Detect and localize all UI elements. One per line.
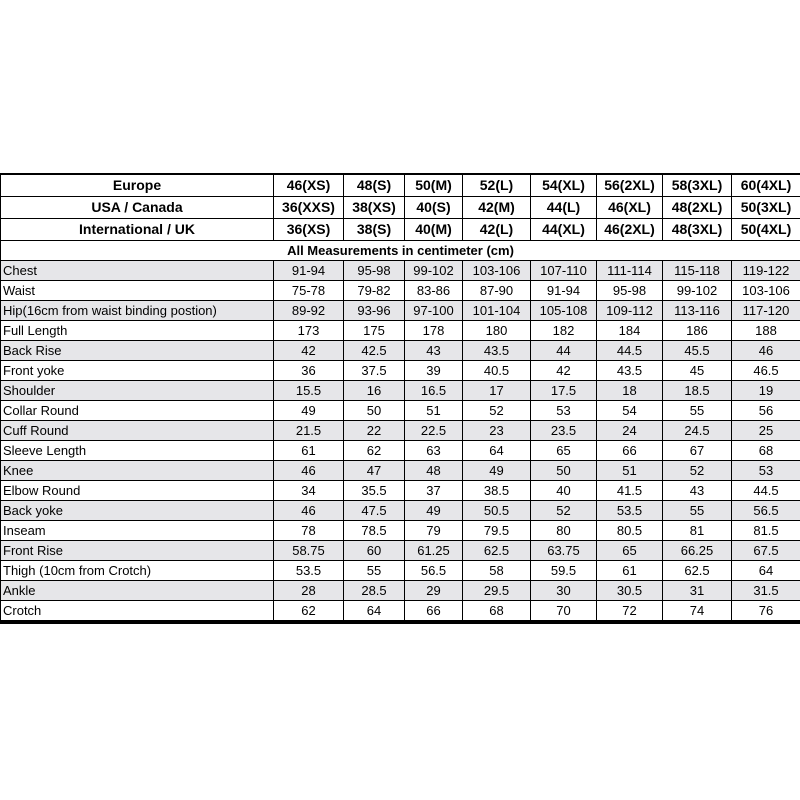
size-cell: 40(S) (405, 197, 463, 219)
measurement-label: Chest (1, 261, 274, 281)
measurement-value: 46 (274, 501, 344, 521)
measurement-value: 180 (463, 321, 531, 341)
size-system-label: International / UK (1, 219, 274, 241)
measurement-value: 107-110 (531, 261, 597, 281)
measurement-value: 60 (344, 541, 405, 561)
measurement-value: 49 (463, 461, 531, 481)
size-system-label: USA / Canada (1, 197, 274, 219)
size-cell: 56(2XL) (597, 174, 663, 197)
size-cell: 36(XS) (274, 219, 344, 241)
measurement-value: 111-114 (597, 261, 663, 281)
measurement-value: 56 (732, 401, 800, 421)
measurement-value: 17 (463, 381, 531, 401)
measurement-value: 105-108 (531, 301, 597, 321)
size-cell: 50(M) (405, 174, 463, 197)
size-cell: 42(M) (463, 197, 531, 219)
measurement-value: 43 (405, 341, 463, 361)
measurement-value: 31.5 (732, 581, 800, 601)
measurement-value: 89-92 (274, 301, 344, 321)
measurement-value: 66 (405, 601, 463, 623)
measurement-value: 63 (405, 441, 463, 461)
measurement-value: 178 (405, 321, 463, 341)
measurement-value: 15.5 (274, 381, 344, 401)
size-cell: 58(3XL) (663, 174, 732, 197)
measurement-label: Waist (1, 281, 274, 301)
size-system-row (1, 219, 800, 241)
size-cell: 50(3XL) (732, 197, 800, 219)
measurement-value: 30.5 (597, 581, 663, 601)
measurement-value: 62 (344, 441, 405, 461)
size-cell: 52(L) (463, 174, 531, 197)
measurement-label: Cuff Round (1, 421, 274, 441)
measurement-value: 45 (663, 361, 732, 381)
measurement-row (1, 421, 800, 441)
measurement-value: 50 (344, 401, 405, 421)
measurement-value: 119-122 (732, 261, 800, 281)
measurement-value: 79.5 (463, 521, 531, 541)
measurement-value: 50 (531, 461, 597, 481)
measurement-value: 117-120 (732, 301, 800, 321)
measurement-value: 62.5 (463, 541, 531, 561)
measurement-row (1, 301, 800, 321)
measurement-value: 99-102 (663, 281, 732, 301)
measurement-value: 53.5 (274, 561, 344, 581)
measurement-value: 45.5 (663, 341, 732, 361)
measurement-value: 43 (663, 481, 732, 501)
measurement-value: 182 (531, 321, 597, 341)
measurement-value: 103-106 (463, 261, 531, 281)
measurement-value: 62 (274, 601, 344, 623)
measurement-row (1, 321, 800, 341)
measurement-value: 81 (663, 521, 732, 541)
measurement-label: Back yoke (1, 501, 274, 521)
measurement-row (1, 361, 800, 381)
measurement-row (1, 461, 800, 481)
size-cell: 44(XL) (531, 219, 597, 241)
measurement-value: 44.5 (732, 481, 800, 501)
measurement-value: 103-106 (732, 281, 800, 301)
units-note: All Measurements in centimeter (cm) (1, 241, 800, 261)
measurement-value: 52 (663, 461, 732, 481)
measurement-value: 34 (274, 481, 344, 501)
measurement-row (1, 261, 800, 281)
size-chart-table (0, 173, 800, 624)
measurement-value: 64 (463, 441, 531, 461)
measurement-value: 61 (274, 441, 344, 461)
measurement-value: 23.5 (531, 421, 597, 441)
size-chart-body (1, 174, 800, 622)
measurement-value: 62.5 (663, 561, 732, 581)
measurement-label: Shoulder (1, 381, 274, 401)
size-cell: 42(L) (463, 219, 531, 241)
measurement-value: 49 (274, 401, 344, 421)
measurement-value: 37 (405, 481, 463, 501)
measurement-value: 68 (463, 601, 531, 623)
measurement-value: 55 (663, 401, 732, 421)
measurement-value: 37.5 (344, 361, 405, 381)
measurement-label: Sleeve Length (1, 441, 274, 461)
measurement-value: 80.5 (597, 521, 663, 541)
measurement-value: 50.5 (463, 501, 531, 521)
measurement-value: 115-118 (663, 261, 732, 281)
measurement-value: 74 (663, 601, 732, 623)
measurement-value: 58.75 (274, 541, 344, 561)
measurement-value: 95-98 (597, 281, 663, 301)
measurement-value: 25 (732, 421, 800, 441)
measurement-value: 109-112 (597, 301, 663, 321)
measurement-value: 78 (274, 521, 344, 541)
measurement-label: Hip(16cm from waist binding postion) (1, 301, 274, 321)
size-cell: 38(S) (344, 219, 405, 241)
measurement-value: 184 (597, 321, 663, 341)
measurement-value: 93-96 (344, 301, 405, 321)
measurement-row (1, 601, 800, 623)
size-cell: 48(2XL) (663, 197, 732, 219)
measurement-label: Crotch (1, 601, 274, 623)
measurement-value: 59.5 (531, 561, 597, 581)
measurement-value: 18 (597, 381, 663, 401)
measurement-value: 46 (274, 461, 344, 481)
size-system-row (1, 197, 800, 219)
size-cell: 48(3XL) (663, 219, 732, 241)
measurement-value: 87-90 (463, 281, 531, 301)
measurement-value: 16.5 (405, 381, 463, 401)
measurement-value: 44 (531, 341, 597, 361)
size-cell: 46(XS) (274, 174, 344, 197)
measurement-value: 72 (597, 601, 663, 623)
measurement-value: 40 (531, 481, 597, 501)
measurement-row (1, 581, 800, 601)
measurement-value: 23 (463, 421, 531, 441)
measurement-value: 21.5 (274, 421, 344, 441)
size-cell: 60(4XL) (732, 174, 800, 197)
measurement-value: 47 (344, 461, 405, 481)
measurement-label: Knee (1, 461, 274, 481)
size-cell: 54(XL) (531, 174, 597, 197)
measurement-value: 55 (663, 501, 732, 521)
measurement-value: 47.5 (344, 501, 405, 521)
measurement-row (1, 501, 800, 521)
measurement-row (1, 561, 800, 581)
measurement-value: 67.5 (732, 541, 800, 561)
measurement-value: 22.5 (405, 421, 463, 441)
measurement-value: 16 (344, 381, 405, 401)
measurement-label: Front Rise (1, 541, 274, 561)
measurement-value: 39 (405, 361, 463, 381)
size-cell: 38(XS) (344, 197, 405, 219)
measurement-value: 43.5 (463, 341, 531, 361)
measurement-label: Back Rise (1, 341, 274, 361)
measurement-value: 53.5 (597, 501, 663, 521)
measurement-row (1, 541, 800, 561)
measurement-value: 80 (531, 521, 597, 541)
measurement-value: 64 (344, 601, 405, 623)
measurement-value: 78.5 (344, 521, 405, 541)
measurement-value: 49 (405, 501, 463, 521)
measurement-value: 43.5 (597, 361, 663, 381)
measurement-row (1, 521, 800, 541)
measurement-label: Elbow Round (1, 481, 274, 501)
measurement-value: 38.5 (463, 481, 531, 501)
measurement-label: Thigh (10cm from Crotch) (1, 561, 274, 581)
measurement-value: 188 (732, 321, 800, 341)
measurement-value: 46.5 (732, 361, 800, 381)
measurement-value: 31 (663, 581, 732, 601)
measurement-value: 66.25 (663, 541, 732, 561)
measurement-row (1, 481, 800, 501)
measurement-value: 91-94 (531, 281, 597, 301)
measurement-value: 54 (597, 401, 663, 421)
measurement-value: 58 (463, 561, 531, 581)
measurement-value: 79-82 (344, 281, 405, 301)
measurement-label: Full Length (1, 321, 274, 341)
measurement-value: 70 (531, 601, 597, 623)
measurement-row (1, 441, 800, 461)
size-cell: 36(XXS) (274, 197, 344, 219)
measurement-value: 175 (344, 321, 405, 341)
measurement-value: 44.5 (597, 341, 663, 361)
measurement-value: 24 (597, 421, 663, 441)
measurement-value: 55 (344, 561, 405, 581)
measurement-value: 64 (732, 561, 800, 581)
measurement-value: 99-102 (405, 261, 463, 281)
measurement-value: 68 (732, 441, 800, 461)
size-cell: 48(S) (344, 174, 405, 197)
measurement-value: 65 (597, 541, 663, 561)
measurement-value: 28.5 (344, 581, 405, 601)
measurement-row (1, 281, 800, 301)
measurement-value: 30 (531, 581, 597, 601)
measurement-value: 42.5 (344, 341, 405, 361)
measurement-value: 51 (597, 461, 663, 481)
size-system-label: Europe (1, 174, 274, 197)
measurement-value: 75-78 (274, 281, 344, 301)
measurement-value: 101-104 (463, 301, 531, 321)
measurement-value: 46 (732, 341, 800, 361)
measurement-label: Ankle (1, 581, 274, 601)
measurement-value: 17.5 (531, 381, 597, 401)
measurement-value: 66 (597, 441, 663, 461)
measurement-value: 56.5 (732, 501, 800, 521)
measurement-value: 51 (405, 401, 463, 421)
measurement-value: 95-98 (344, 261, 405, 281)
measurement-value: 42 (531, 361, 597, 381)
measurement-value: 53 (531, 401, 597, 421)
measurement-value: 113-116 (663, 301, 732, 321)
size-cell: 40(M) (405, 219, 463, 241)
units-note-row (1, 241, 800, 261)
size-system-row (1, 174, 800, 197)
measurement-value: 76 (732, 601, 800, 623)
measurement-value: 19 (732, 381, 800, 401)
measurement-value: 81.5 (732, 521, 800, 541)
measurement-label: Inseam (1, 521, 274, 541)
measurement-value: 91-94 (274, 261, 344, 281)
size-cell: 46(2XL) (597, 219, 663, 241)
measurement-value: 41.5 (597, 481, 663, 501)
measurement-value: 63.75 (531, 541, 597, 561)
measurement-row (1, 401, 800, 421)
measurement-value: 173 (274, 321, 344, 341)
measurement-value: 35.5 (344, 481, 405, 501)
size-cell: 44(L) (531, 197, 597, 219)
measurement-row (1, 341, 800, 361)
size-cell: 46(XL) (597, 197, 663, 219)
measurement-value: 22 (344, 421, 405, 441)
measurement-value: 53 (732, 461, 800, 481)
measurement-value: 28 (274, 581, 344, 601)
measurement-value: 18.5 (663, 381, 732, 401)
measurement-row (1, 381, 800, 401)
measurement-value: 61 (597, 561, 663, 581)
measurement-value: 56.5 (405, 561, 463, 581)
measurement-value: 186 (663, 321, 732, 341)
measurement-value: 67 (663, 441, 732, 461)
measurement-label: Collar Round (1, 401, 274, 421)
measurement-value: 65 (531, 441, 597, 461)
measurement-value: 61.25 (405, 541, 463, 561)
measurement-value: 40.5 (463, 361, 531, 381)
measurement-value: 24.5 (663, 421, 732, 441)
measurement-value: 42 (274, 341, 344, 361)
measurement-value: 97-100 (405, 301, 463, 321)
measurement-value: 48 (405, 461, 463, 481)
measurement-value: 79 (405, 521, 463, 541)
measurement-value: 29 (405, 581, 463, 601)
measurement-value: 52 (531, 501, 597, 521)
measurement-value: 36 (274, 361, 344, 381)
size-cell: 50(4XL) (732, 219, 800, 241)
measurement-value: 29.5 (463, 581, 531, 601)
measurement-value: 83-86 (405, 281, 463, 301)
measurement-value: 52 (463, 401, 531, 421)
measurement-label: Front yoke (1, 361, 274, 381)
